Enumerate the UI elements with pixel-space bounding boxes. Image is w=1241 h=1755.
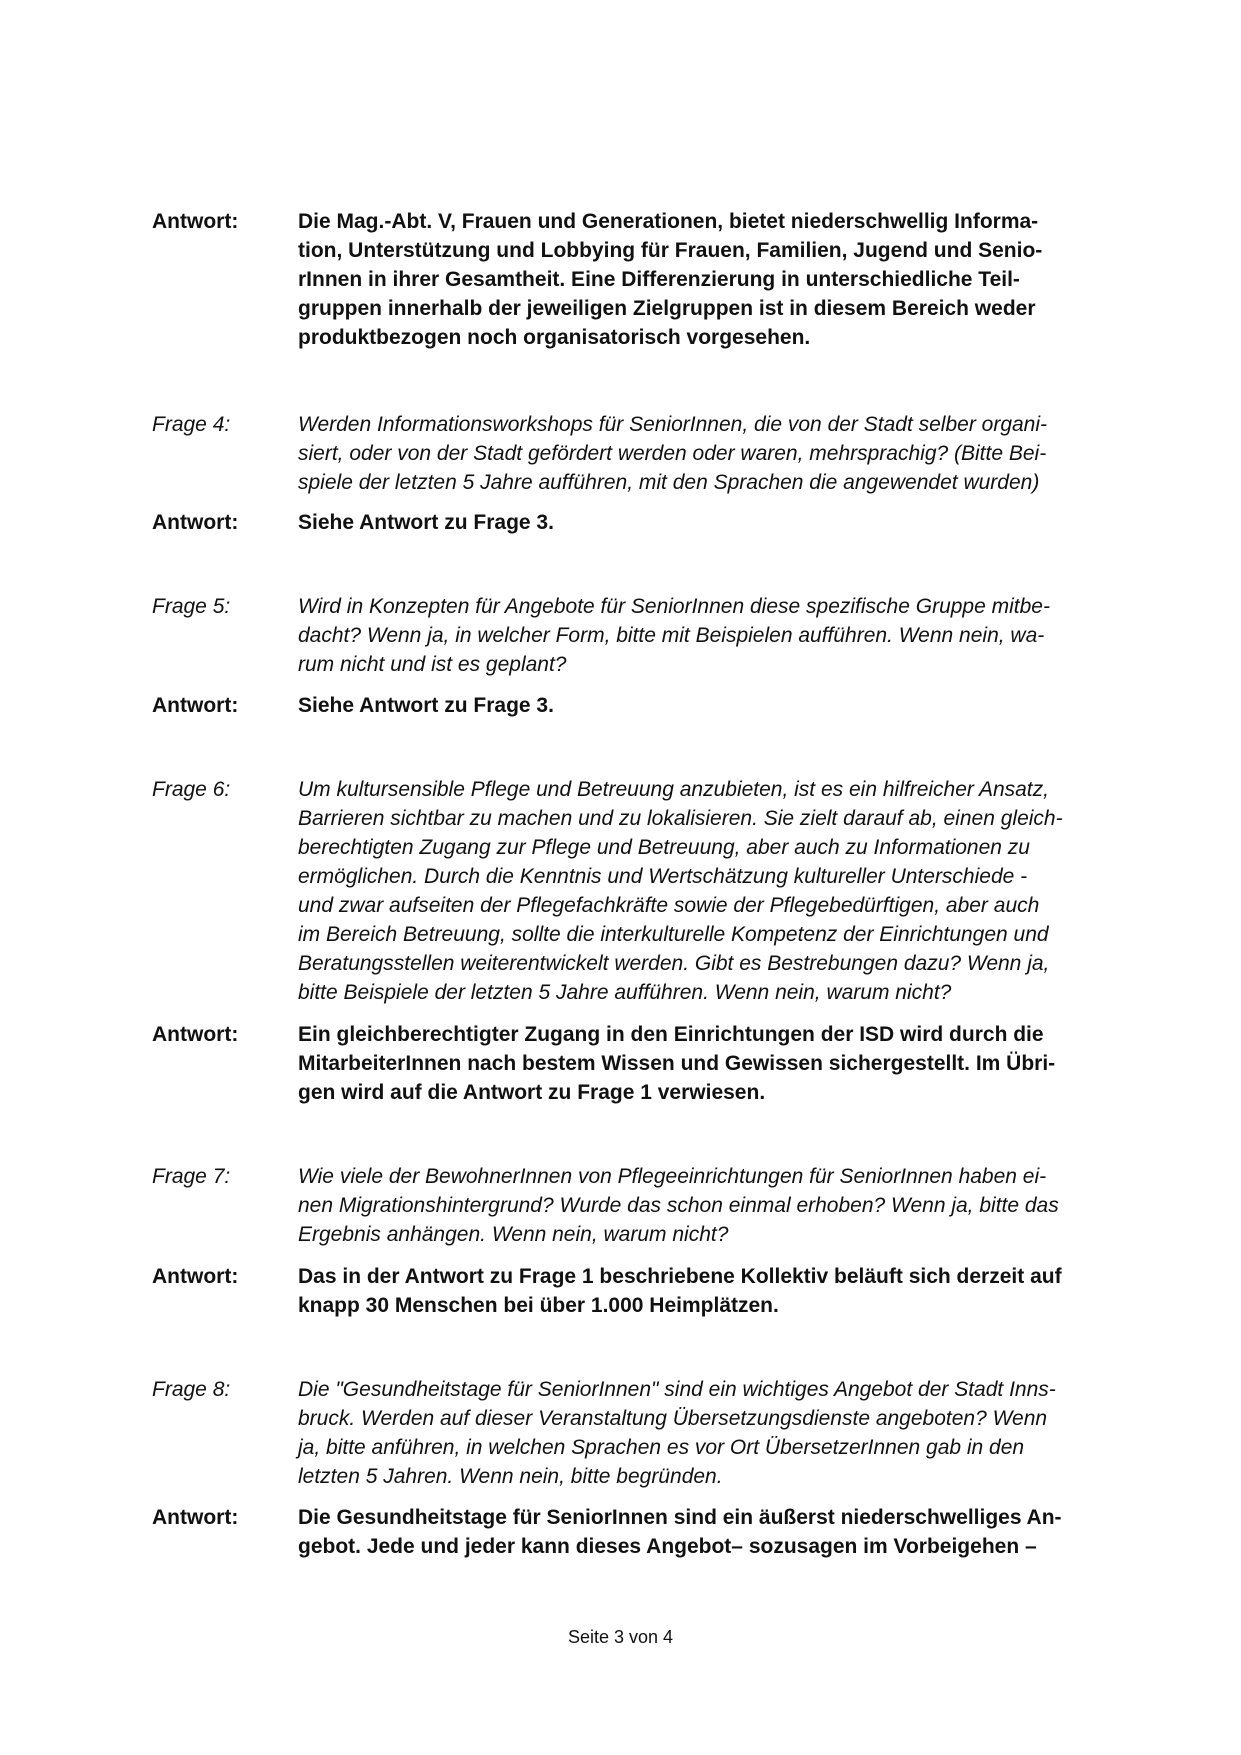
answer-text — [298, 508, 554, 537]
text-line: Wie viele der BewohnerInnen von Pflegeeinrichtungen für SeniorInnen haben ei- — [298, 1165, 1047, 1188]
text-line: Wird in Konzepten für Angebote für SeniorInnen diese spezifische Gruppe mitbe- — [298, 595, 1050, 618]
question-text — [298, 592, 1050, 679]
text-line: gen wird auf die Antwort zu Frage 1 verwiesen. — [298, 1081, 766, 1104]
text-line: bitte Beispiele der letzten 5 Jahre aufführen. Wenn nein, warum nicht? — [298, 981, 952, 1004]
question-label: Frage 5: — [152, 595, 231, 618]
text-line: tion, Unterstützung und Lobbying für Frauen, Familien, Jugend und Senio- — [298, 239, 1043, 262]
text-line: siert, oder von der Stadt gefördert werden oder waren, mehrsprachig? (Bitte Bei- — [298, 442, 1047, 465]
answer-label: Antwort: — [152, 1506, 239, 1529]
answer-text — [298, 1503, 1062, 1561]
text-line: knapp 30 Menschen bei über 1.000 Heimplätzen. — [298, 1294, 779, 1317]
question-text — [298, 1375, 1056, 1491]
text-line: berechtigten Zugang zur Pflege und Betreuung, aber auch zu Informationen zu — [298, 836, 1030, 859]
text-line: Beratungsstellen weiterentwickelt werden. Gibt es Bestrebungen dazu? Wenn ja, — [298, 952, 1050, 975]
text-line: im Bereich Betreuung, sollte die interkulturelle Kompetenz der Einrichtungen und — [298, 923, 1049, 946]
question-label: Frage 4: — [152, 413, 231, 436]
text-line: spiele der letzten 5 Jahre aufführen, mit den Sprachen die angewendet wurden) — [298, 471, 1040, 494]
text-line: Die Gesundheitstage für SeniorInnen sind ein äußerst niederschwelliges An- — [298, 1506, 1062, 1529]
text-line: Barrieren sichtbar zu machen und zu lokalisieren. Sie zielt darauf ab, einen gleich- — [298, 807, 1063, 830]
answer-label: Antwort: — [152, 210, 239, 233]
answer-label: Antwort: — [152, 1265, 239, 1288]
text-line: Werden Informationsworkshops für SeniorInnen, die von der Stadt selber organi- — [298, 413, 1048, 436]
text-line: Das in der Antwort zu Frage 1 beschriebene Kollektiv beläuft sich derzeit auf — [298, 1265, 1062, 1288]
text-line: Ein gleichberechtigter Zugang in den Einrichtungen der ISD wird durch die — [298, 1023, 1044, 1046]
text-line: dacht? Wenn ja, in welcher Form, bitte mit Beispielen aufführen. Wenn nein, wa- — [298, 624, 1045, 647]
question-text — [298, 1162, 1059, 1249]
text-line: letzten 5 Jahren. Wenn nein, bitte begründen. — [298, 1465, 723, 1488]
text-line: Siehe Antwort zu Frage 3. — [298, 511, 554, 534]
text-line: rum nicht und ist es geplant? — [298, 653, 567, 676]
text-line: und zwar aufseiten der Pflegefachkräfte sowie der Pflegebedürftigen, aber auch — [298, 894, 1040, 917]
text-line: Die Mag.-Abt. V, Frauen und Generationen, bietet niederschwellig Informa- — [298, 210, 1039, 233]
text-line: bruck. Werden auf dieser Veranstaltung Übersetzungsdienste angeboten? Wenn — [298, 1407, 1048, 1430]
question-label: Frage 8: — [152, 1378, 231, 1401]
answer-text — [298, 691, 554, 720]
question-label: Frage 7: — [152, 1165, 231, 1188]
text-line: Siehe Antwort zu Frage 3. — [298, 694, 554, 717]
text-line: ja, bitte anführen, in welchen Sprachen es vor Ort ÜbersetzerInnen gab in den — [298, 1436, 1025, 1459]
text-line: Um kultursensible Pflege und Betreuung anzubieten, ist es ein hilfreicher Ansatz, — [298, 778, 1049, 801]
text-line: rInnen in ihrer Gesamtheit. Eine Differenzierung in unterschiedliche Teil- — [298, 268, 1020, 291]
answer-text — [298, 1020, 1055, 1107]
text-line: produktbezogen noch organisatorisch vorgesehen. — [298, 326, 811, 349]
text-line: Ergebnis anhängen. Wenn nein, warum nicht? — [298, 1223, 729, 1246]
text-line: nen Migrationshintergrund? Wurde das schon einmal erhoben? Wenn ja, bitte das — [298, 1194, 1059, 1217]
answer-label: Antwort: — [152, 511, 239, 534]
answer-text — [298, 207, 1042, 352]
text-line: gebot. Jede und jeder kann dieses Angebot– sozusagen im Vorbeigehen – — [298, 1535, 1037, 1558]
question-text — [298, 410, 1047, 497]
answer-label: Antwort: — [152, 694, 239, 717]
text-line: Die "Gesundheitstage für SeniorInnen" sind ein wichtiges Angebot der Stadt Inns- — [298, 1378, 1056, 1401]
text-line: MitarbeiterInnen nach bestem Wissen und Gewissen sichergestellt. Im Übri- — [298, 1052, 1056, 1075]
question-label: Frage 6: — [152, 778, 231, 801]
page-number: Seite 3 von 4 — [567, 1627, 674, 1647]
text-line: ermöglichen. Durch die Kenntnis und Wertschätzung kultureller Unterschiede - — [298, 865, 1028, 888]
question-text — [298, 775, 1063, 1007]
answer-label: Antwort: — [152, 1023, 239, 1046]
answer-text — [298, 1262, 1062, 1320]
text-line: gruppen innerhalb der jeweiligen Zielgruppen ist in diesem Bereich weder — [298, 297, 1036, 320]
